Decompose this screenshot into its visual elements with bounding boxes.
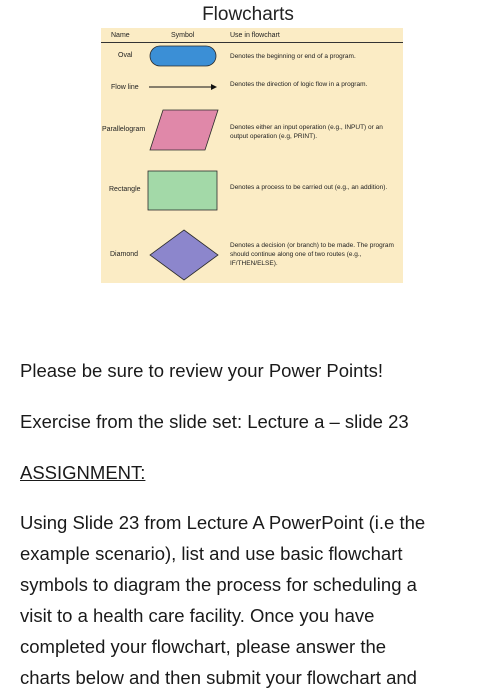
- row-use-parallelogram: Denotes either an input operation (e.g., INPUT) or an output operation (e.g, PRINT).: [230, 124, 383, 140]
- flowchart-symbols-figure: [101, 28, 403, 283]
- row-name-flow-line: Flow line: [111, 84, 139, 91]
- arrow-line-icon: [147, 82, 219, 92]
- column-header-name: Name: [111, 32, 130, 39]
- assignment-heading: ASSIGNMENT:: [20, 462, 146, 483]
- row-use-flow-line: Denotes the direction of logic flow in a program.: [230, 81, 368, 88]
- row-name-oval: Oval: [118, 52, 133, 59]
- column-header-use: Use in flowchart: [230, 32, 280, 39]
- review-reminder: Please be sure to review your Power Points!: [20, 360, 383, 381]
- assignment-line: completed your flowchart, please answer the: [20, 636, 387, 657]
- oval-icon: [149, 45, 217, 67]
- assignment-line: visit to a health care facility. Once you have: [20, 605, 375, 626]
- assignment-line: charts below and then submit your flowchart and: [20, 667, 417, 688]
- column-header-symbol: Symbol: [171, 32, 195, 39]
- row-use-diamond: Denotes a decision (or branch) to be made. The program should continue along one of two routes (e.g., IF/THEN/ELSE).: [230, 242, 394, 267]
- row-use-rectangle: Denotes a process to be carried out (e.g., an addition).: [230, 184, 388, 191]
- row-name-parallelogram: Parallelogram: [102, 126, 146, 133]
- row-use-oval: Denotes the beginning or end of a program.: [230, 53, 356, 60]
- assignment-body: [20, 507, 480, 693]
- figure-title: Flowcharts: [202, 4, 294, 25]
- assignment-line: example scenario), list and use basic flowchart: [20, 543, 403, 564]
- header-divider: [101, 42, 403, 43]
- parallelogram-icon: [149, 109, 219, 151]
- rectangle-icon: [147, 170, 219, 212]
- row-name-rectangle: Rectangle: [109, 186, 141, 193]
- exercise-reference: Exercise from the slide set: Lecture a – slide 23: [20, 411, 409, 432]
- assignment-line: symbols to diagram the process for scheduling a: [20, 574, 417, 595]
- assignment-line: Using Slide 23 from Lecture A PowerPoint (i.e the: [20, 512, 426, 533]
- row-name-diamond: Diamond: [110, 251, 139, 258]
- diamond-icon: [149, 229, 219, 281]
